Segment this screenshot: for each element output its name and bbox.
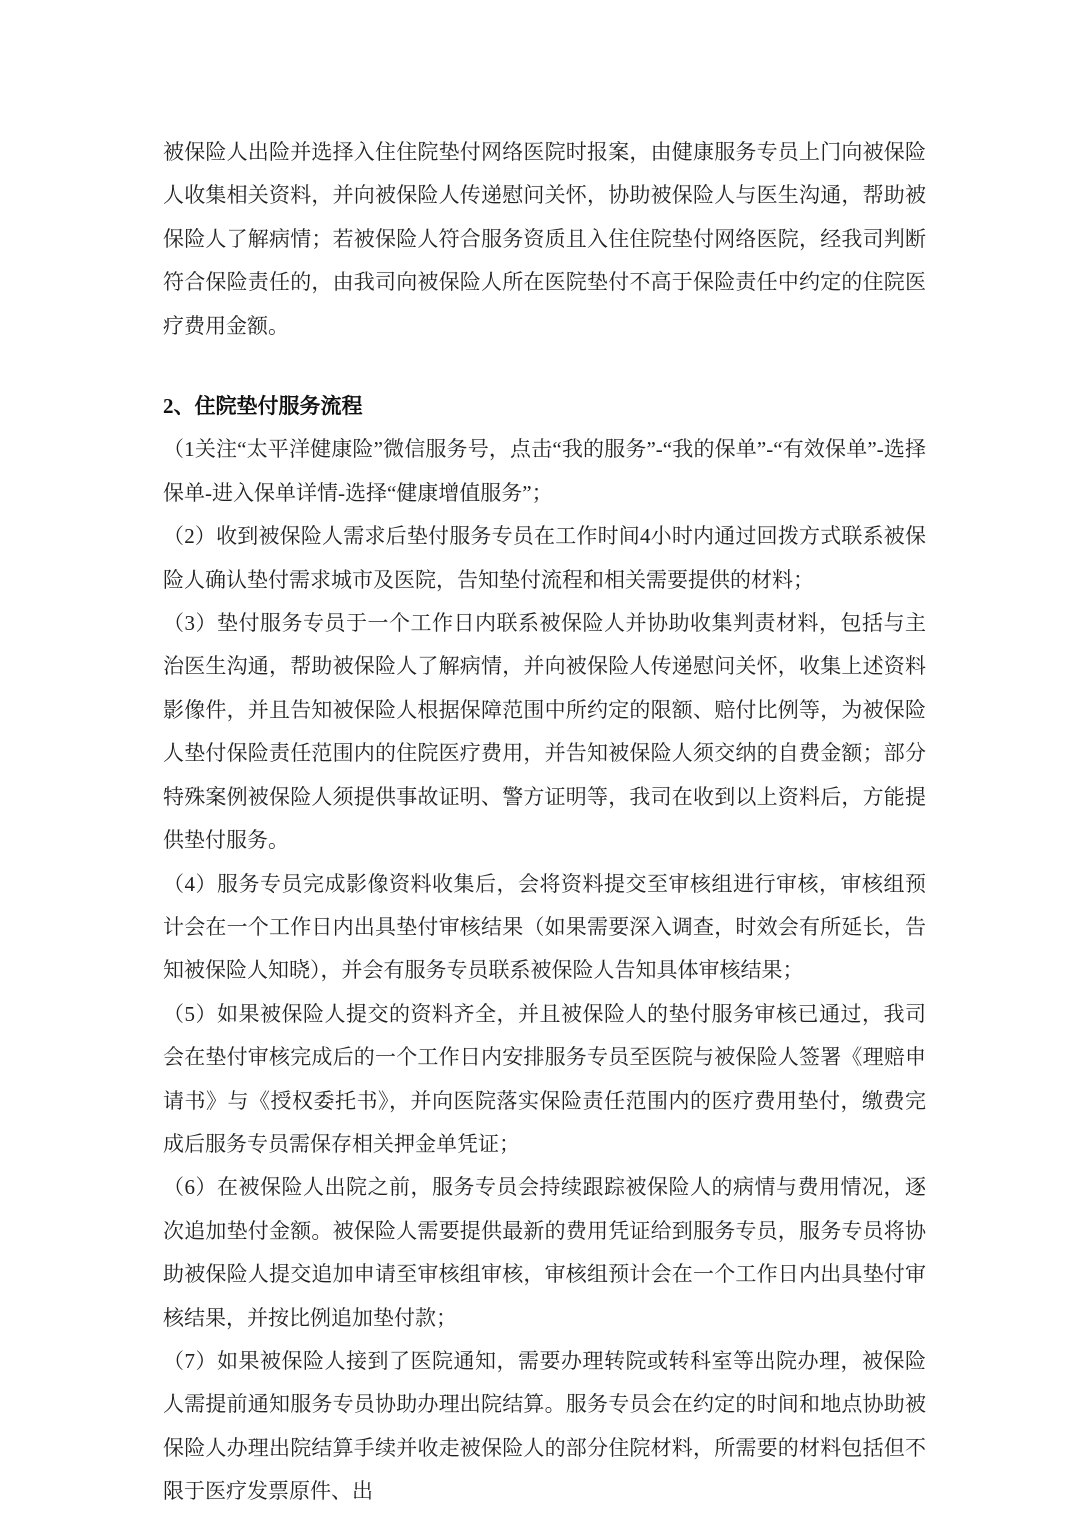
step-paragraph-2: （2）收到被保险人需求后垫付服务专员在工作时间4小时内通过回拨方式联系被保险人确认垫付需求城市及医院，告知垫付流程和相关需要提供的材料；	[163, 524, 926, 592]
step-paragraph-3: （3）垫付服务专员于一个工作日内联系被保险人并协助收集判责材料，包括与主治医生沟通，帮助被保险人了解病情，并向被保险人传递慰问关怀，收集上述资料影像件，并且告知被保险人根据保障范围中所约定的限额、赔付比例等，为被保险人垫付保险责任范围内的住院医疗费用，并告知被保险人须交纳的自费金额；部分特殊案例被保险人须提供事故证明、警方证明等，我司在收到以上资料后，方能提供垫付服务。	[163, 611, 926, 853]
intro-paragraph: 被保险人出险并选择入住住院垫付网络医院时报案，由健康服务专员上门向被保险人收集相关资料，并向被保险人传递慰问关怀，协助被保险人与医生沟通，帮助被保险人了解病情；若被保险人符合服务资质且入住住院垫付网络医院，经我司判断符合保险责任的，由我司向被保险人所在医院垫付不高于保险责任中约定的住院医疗费用金额。	[163, 140, 926, 338]
step-paragraph-1: （1关注“太平洋健康险”微信服务号，点击“我的服务”-“我的保单”-“有效保单”-选择保单-进入保单详情-选择“健康增值服务”；	[163, 437, 926, 505]
step-paragraph-5: （5）如果被保险人提交的资料齐全，并且被保险人的垫付服务审核已通过，我司会在垫付审核完成后的一个工作日内安排服务专员至医院与被保险人签署《理赔申请书》与《授权委托书》，并向医院落实保险责任范围内的医疗费用垫付，缴费完成后服务专员需保存相关押金单凭证；	[163, 1001, 926, 1156]
section-heading: 2、住院垫付服务流程	[163, 394, 363, 419]
step-paragraph-6: （6）在被保险人出院之前，服务专员会持续跟踪被保险人的病情与费用情况，逐次追加垫付金额。被保险人需要提供最新的费用凭证给到服务专员，服务专员将协助被保险人提交追加申请至审核组审核，审核组预计会在一个工作日内出具垫付审核结果，并按比例追加垫付款；	[163, 1175, 926, 1330]
step-paragraph-7: （7）如果被保险人接到了医院通知，需要办理转院或转科室等出院办理，被保险人需提前通知服务专员协助办理出院结算。服务专员会在约定的时间和地点协助被保险人办理出院结算手续并收走被保险人的部分住院材料，所需要的材料包括但不限于医疗发票原件、出	[163, 1348, 926, 1504]
document-content	[163, 131, 926, 1514]
step-paragraph-4: （4）服务专员完成影像资料收集后，会将资料提交至审核组进行审核，审核组预计会在一个工作日内出具垫付审核结果（如果需要深入调查，时效会有所延长，告知被保险人知晓），并会有服务专员联系被保险人告知具体审核结果；	[163, 871, 926, 983]
